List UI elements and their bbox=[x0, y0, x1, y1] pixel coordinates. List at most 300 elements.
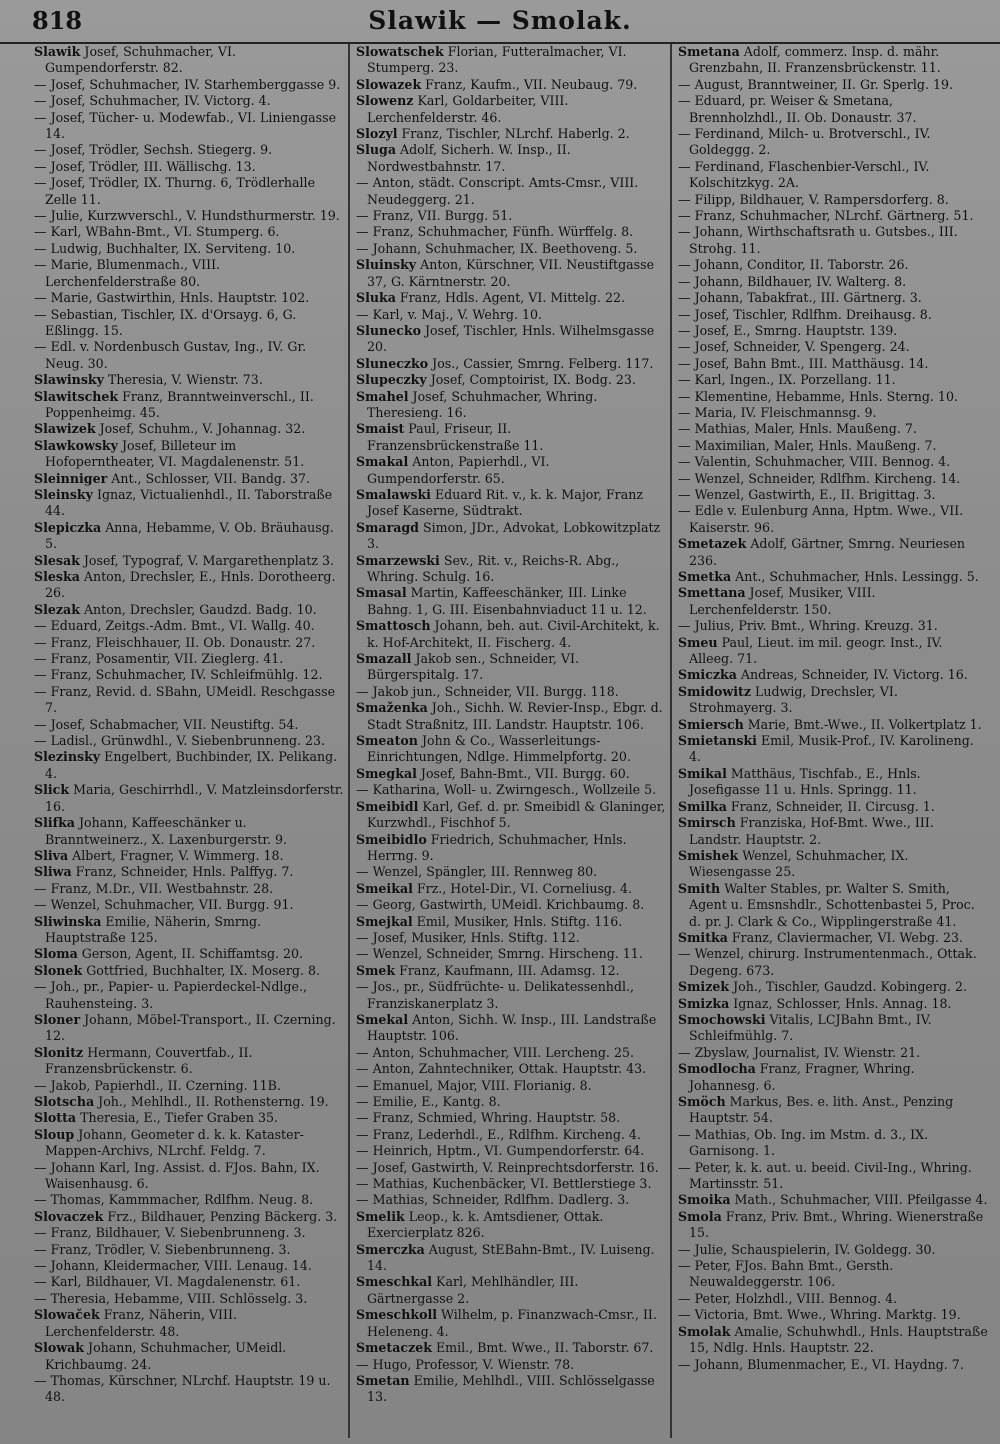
entry-details: Ignaz, Victualienhdl., II. Taborstraße 44. bbox=[45, 486, 333, 519]
directory-entry bbox=[34, 142, 344, 158]
entry-surname: Smitka bbox=[678, 929, 728, 945]
directory-entry bbox=[356, 77, 666, 93]
entry-surname: Slunecko bbox=[356, 322, 421, 338]
entry-details: Franz, Branntweinverschl., II. Poppenheimg. 45. bbox=[45, 388, 314, 420]
directory-entry bbox=[678, 1192, 988, 1208]
directory-entry bbox=[678, 1094, 988, 1127]
directory-entry bbox=[34, 569, 344, 602]
entry-surname: Slonitz bbox=[34, 1044, 84, 1060]
entry-details: Emil., Bmt. Wwe., II. Taborstr. 67. bbox=[431, 1340, 654, 1356]
directory-entry bbox=[678, 684, 988, 717]
entry-details: — Maria, IV. Fleischmannsg. 9. bbox=[678, 404, 877, 420]
entry-details: — Joh., pr., Papier- u. Papierdeckel-Ndlge., Rauhensteing. 3. bbox=[34, 979, 307, 1011]
directory-entry bbox=[678, 503, 988, 536]
entry-details: — Franz, M.Dr., VII. Westbahnstr. 28. bbox=[34, 880, 274, 896]
entry-details: — Josef, Trödler, III. Wällischg. 13. bbox=[34, 158, 256, 174]
entry-details: Josef, Comptoirist, IX. Bodg. 23. bbox=[426, 372, 636, 388]
directory-entry bbox=[678, 1258, 988, 1291]
entry-surname: Smerczka bbox=[356, 1241, 425, 1257]
entry-details: — Franz, Trödler, V. Siebenbrunneng. 3. bbox=[34, 1241, 291, 1257]
entry-details: — Josef, Schuhmacher, IV. Victorg. 4. bbox=[34, 93, 271, 109]
entry-details: Anton, Kürschner, VII. Neustiftgasse 37, G. Kärntnerstr. 20. bbox=[367, 257, 655, 289]
entry-surname: Slowaček bbox=[34, 1307, 100, 1323]
entry-details: — Eduard, Zeitgs.-Adm. Bmt., VI. Wallg. 40. bbox=[34, 618, 315, 634]
entry-details: Emilie, Mehlhdl., VIII. Schlösselgasse 13. bbox=[367, 1372, 655, 1405]
directory-entry bbox=[356, 585, 666, 618]
directory-entry bbox=[678, 290, 988, 306]
directory-entry bbox=[34, 421, 344, 437]
directory-entry bbox=[34, 1291, 344, 1307]
directory-entry bbox=[678, 1061, 988, 1094]
directory-entry bbox=[356, 881, 666, 897]
entry-surname: Smalawski bbox=[356, 486, 431, 502]
directory-entry bbox=[356, 323, 666, 356]
entry-details: Maria, Geschirrhdl., V. Matzleinsdorferstr. 16. bbox=[45, 782, 344, 814]
entry-surname: Sloner bbox=[34, 1011, 81, 1027]
directory-entry bbox=[356, 1078, 666, 1094]
entry-surname: Smetaczek bbox=[356, 1340, 432, 1356]
entry-details: — Julie, Schauspielerin, IV. Goldegg. 30. bbox=[678, 1241, 936, 1257]
directory-entry bbox=[34, 159, 344, 175]
directory-entry bbox=[356, 356, 666, 372]
entry-details: Josef, Tischler, Hnls. Wilhelmsgasse 20. bbox=[367, 322, 655, 355]
entry-surname: Sloup bbox=[34, 1126, 75, 1142]
entry-surname: Smetka bbox=[678, 569, 732, 584]
entry-details: — Marie, Blumenmach., VIII. Lerchenfelderstraße 80. bbox=[34, 257, 221, 289]
directory-entry bbox=[356, 1242, 666, 1275]
entry-details: — Franz, Fleischhauer, II. Ob. Donaustr. 27. bbox=[34, 634, 316, 650]
directory-entry bbox=[356, 1209, 666, 1242]
directory-entry bbox=[34, 1192, 344, 1208]
entry-details: — Wenzel, Spängler, III. Rennweg 80. bbox=[356, 864, 598, 880]
entry-details: Johann, Geometer d. k. k. Kataster-Mappen-Archivs, NLrchf. Feldg. 7. bbox=[45, 1126, 304, 1159]
directory-entry bbox=[356, 897, 666, 913]
entry-details: Anton, Papierhdl., VI. Gumpendorferstr. 65. bbox=[367, 454, 550, 486]
directory-entry bbox=[356, 1094, 666, 1110]
directory-entry bbox=[34, 864, 344, 880]
entry-surname: Smasal bbox=[356, 585, 407, 601]
entry-details: Hermann, Couvertfab., II. Franzensbrückenstr. 6. bbox=[45, 1044, 253, 1077]
directory-entry bbox=[356, 700, 666, 733]
entry-surname: Smiczka bbox=[678, 667, 737, 683]
entry-details: — Victoria, Bmt. Wwe., Whring. Marktg. 19. bbox=[678, 1307, 961, 1323]
directory-entry bbox=[678, 930, 988, 946]
entry-surname: Slowatschek bbox=[356, 44, 444, 59]
entry-details: — Anton, städt. Conscript. Amts-Cmsr., VIII. Neudeggerg. 21. bbox=[356, 175, 639, 207]
entry-details: — Wenzel, Schuhmacher, VII. Burgg. 91. bbox=[34, 897, 294, 913]
entry-surname: Slawinsky bbox=[34, 372, 104, 388]
entry-details: — Franz, Schuhmacher, IV. Schleifmühlg. 12. bbox=[34, 667, 323, 683]
entry-details: — Sebastian, Tischler, IX. d'Orsayg. 6, G. Eßlingg. 15. bbox=[34, 306, 297, 338]
directory-entry bbox=[34, 749, 344, 782]
directory-entry bbox=[678, 77, 988, 93]
entry-details: Josef, Schuhm., V. Johannag. 32. bbox=[95, 421, 306, 437]
entry-details: Johann, Kaffeeschänker u. Branntweinerz., X. Laxenburgerstr. 9. bbox=[45, 815, 287, 847]
directory-entry bbox=[678, 208, 988, 224]
entry-details: — Josef, Schneider, V. Spengerg. 24. bbox=[678, 339, 910, 355]
directory-entry bbox=[34, 733, 344, 749]
directory-entry bbox=[356, 864, 666, 880]
directory-entry bbox=[356, 1192, 666, 1208]
entry-details: — Johann, Blumenmacher, E., VI. Haydng. 7. bbox=[678, 1356, 964, 1372]
directory-entry bbox=[356, 553, 666, 586]
entry-details: — Johann, Kleidermacher, VIII. Lenaug. 14. bbox=[34, 1258, 312, 1274]
entry-surname: Slawkowsky bbox=[34, 437, 118, 453]
directory-entry bbox=[678, 339, 988, 355]
entry-details: Johann, beh. aut. Civil-Architekt, k. k. Hof-Architekt, II. Fischerg. 4. bbox=[367, 618, 660, 650]
directory-entry bbox=[678, 356, 988, 372]
entry-surname: Smola bbox=[678, 1208, 722, 1224]
directory-entry bbox=[678, 733, 988, 766]
directory-entry bbox=[34, 1127, 344, 1160]
directory-entry bbox=[678, 1160, 988, 1193]
entry-details: Gottfried, Buchhalter, IX. Moserg. 8. bbox=[82, 962, 320, 978]
directory-entry bbox=[34, 815, 344, 848]
directory-entry bbox=[356, 766, 666, 782]
directory-entry bbox=[678, 799, 988, 815]
entry-surname: Smeschkoll bbox=[356, 1307, 438, 1323]
directory-entry bbox=[356, 520, 666, 553]
entry-details: — Mathias, Ob. Ing. im Mstm. d. 3., IX. Garnisong. 1. bbox=[678, 1126, 929, 1159]
directory-entry bbox=[678, 126, 988, 159]
entry-surname: Slepiczka bbox=[34, 519, 102, 535]
directory-entry bbox=[678, 946, 988, 979]
directory-entry bbox=[34, 1012, 344, 1045]
entry-details: — Peter, Holzhdl., VIII. Bennog. 4. bbox=[678, 1290, 898, 1306]
directory-entry bbox=[356, 1274, 666, 1307]
entry-details: — Josef, Trödler, Sechsh. Stiegerg. 9. bbox=[34, 142, 273, 158]
entry-details: — Emanuel, Major, VIII. Florianig. 8. bbox=[356, 1077, 592, 1093]
entry-details: — Theresia, Hebamme, VIII. Schlösselg. 3. bbox=[34, 1290, 308, 1306]
entry-surname: Slupeczky bbox=[356, 372, 427, 388]
directory-entry bbox=[356, 257, 666, 290]
entry-details: Franz, Schneider, Hnls. Palffyg. 7. bbox=[71, 864, 294, 880]
directory-entry bbox=[678, 1127, 988, 1160]
entry-surname: Slawitschek bbox=[34, 388, 119, 404]
entry-details: — Anton, Zahntechniker, Ottak. Hauptstr. 43. bbox=[356, 1061, 647, 1077]
entry-details: — Franz, Posamentir, VII. Zieglerg. 41. bbox=[34, 651, 284, 667]
directory-entry bbox=[34, 224, 344, 240]
directory-entry bbox=[678, 766, 988, 799]
entry-details: Josef, Schuhmacher, Whring. Theresieng. 16. bbox=[367, 388, 598, 420]
directory-entry bbox=[356, 1012, 666, 1045]
entry-surname: Smaženka bbox=[356, 700, 428, 716]
entry-details: Joh., Mehlhdl., II. Rothensterng. 19. bbox=[94, 1094, 329, 1109]
entry-details: — Johann, Wirthschaftsrath u. Gutsbes., III. Strohg. 11. bbox=[678, 224, 958, 256]
column-1 bbox=[28, 44, 348, 1438]
directory-entry bbox=[678, 815, 988, 848]
directory-entry bbox=[34, 241, 344, 257]
entry-details: — Maximilian, Maler, Hnls. Maußeng. 7. bbox=[678, 437, 937, 453]
entry-details: — Filipp, Bildhauer, V. Rampersdorferg. 8. bbox=[678, 191, 949, 207]
entry-surname: Smöch bbox=[678, 1094, 726, 1109]
directory-entry bbox=[678, 1307, 988, 1323]
entry-surname: Smeibidl bbox=[356, 798, 419, 814]
entry-details: — Mathias, Schneider, Rdlfhm. Dadlerg. 3. bbox=[356, 1192, 630, 1208]
entry-details: — Ferdinand, Flaschenbier-Verschl., IV. Kolschitzkyg. 2A. bbox=[678, 158, 930, 191]
directory-entry bbox=[678, 569, 988, 585]
entry-details: Franz, Fragner, Whring. Johannesg. 6. bbox=[689, 1061, 915, 1093]
directory-entry bbox=[356, 487, 666, 520]
directory-entry bbox=[678, 996, 988, 1012]
directory-entry bbox=[678, 438, 988, 454]
directory-entry bbox=[34, 1274, 344, 1290]
directory-entry bbox=[34, 602, 344, 618]
entry-details: — Franz, Bildhauer, V. Siebenbrunneng. 3. bbox=[34, 1225, 306, 1241]
entry-details: Franziska, Hof-Bmt. Wwe., III. Landstr. Hauptstr. 2. bbox=[689, 815, 934, 847]
directory-entry bbox=[34, 897, 344, 913]
entry-surname: Smetazek bbox=[678, 536, 747, 552]
entry-surname: Slezinsky bbox=[34, 749, 101, 765]
entry-surname: Smaist bbox=[356, 421, 405, 437]
entry-details: Frz., Hotel-Dir., VI. Corneliusg. 4. bbox=[412, 880, 633, 896]
entry-details: — Peter, k. k. aut. u. beeid. Civil-Ing., Whring. Martinsstr. 51. bbox=[678, 1159, 972, 1192]
entry-details: Karl, Goldarbeiter, VIII. Lerchenfelderstr. 46. bbox=[367, 93, 569, 125]
entry-details: — Peter, FJos. Bahn Bmt., Gersth. Neuwaldeggerstr. 106. bbox=[678, 1258, 894, 1290]
directory-entry bbox=[356, 832, 666, 865]
directory-entry bbox=[678, 307, 988, 323]
directory-entry bbox=[356, 290, 666, 306]
directory-entry bbox=[356, 208, 666, 224]
entry-details: — Franz, Schuhmacher, Fünfh. Würffelg. 8. bbox=[356, 224, 634, 240]
entry-details: Walter Stables, pr. Walter S. Smith, Agent u. Emsnshdlr., Schottenbastei 5, Proc. d. pr. J. Clark & Co., Wipplingerstraße 41. bbox=[689, 880, 975, 929]
entry-details: Paul, Lieut. im mil. geogr. Inst., IV. Alleeg. 71. bbox=[689, 634, 943, 667]
entry-details: — Ladisl., Grünwdhl., V. Siebenbrunneng. 23. bbox=[34, 733, 326, 749]
directory-entry bbox=[678, 372, 988, 388]
directory-columns bbox=[28, 44, 992, 1438]
entry-details: Jakob sen., Schneider, VI. Bürgerspitalg. 17. bbox=[367, 651, 579, 683]
entry-details: — Julie, Kurzwverschl., V. Hundsthurmerstr. 19. bbox=[34, 208, 340, 224]
entry-surname: Smahel bbox=[356, 388, 409, 404]
page-number: 818 bbox=[32, 6, 83, 35]
directory-entry bbox=[678, 1242, 988, 1258]
entry-details: — Josef, Musiker, Hnls. Stiftg. 112. bbox=[356, 929, 580, 945]
entry-details: Eduard Rit. v., k. k. Major, Franz Josef Kaserne, Südtrakt. bbox=[367, 486, 643, 519]
directory-entry bbox=[34, 914, 344, 947]
entry-surname: Smegkal bbox=[356, 765, 417, 781]
directory-entry bbox=[678, 389, 988, 405]
entry-surname: Smoika bbox=[678, 1192, 731, 1208]
entry-details: Adolf, commerz. Insp. d. mähr. Grenzbahn, II. Franzensbrückenstr. 11. bbox=[689, 44, 941, 76]
directory-entry bbox=[356, 224, 666, 240]
entry-details: Franz, Hdls. Agent, VI. Mittelg. 22. bbox=[395, 290, 625, 306]
entry-details: — Thomas, Kürschner, NLrchf. Hauptstr. 19 u. 48. bbox=[34, 1372, 331, 1405]
directory-entry bbox=[356, 782, 666, 798]
directory-entry bbox=[678, 257, 988, 273]
entry-details: Ant., Schuhmacher, Hnls. Lessingg. 5. bbox=[731, 569, 979, 584]
directory-entry bbox=[34, 372, 344, 388]
entry-details: Ludwig, Drechsler, VI. Strohmayerg. 3. bbox=[689, 683, 898, 716]
entry-surname: Smek bbox=[356, 962, 396, 978]
entry-surname: Smetan bbox=[356, 1372, 410, 1388]
directory-entry bbox=[34, 175, 344, 208]
entry-details: — Anton, Schuhmacher, VIII. Lercheng. 25. bbox=[356, 1044, 634, 1060]
entry-details: Josef, Typograf, V. Margarethenplatz 3. bbox=[79, 552, 335, 568]
directory-entry bbox=[34, 684, 344, 717]
entry-surname: Smelik bbox=[356, 1208, 405, 1224]
directory-entry bbox=[678, 1012, 988, 1045]
directory-entry bbox=[34, 487, 344, 520]
directory-entry bbox=[356, 372, 666, 388]
directory-entry bbox=[34, 635, 344, 651]
entry-surname: Smattosch bbox=[356, 618, 431, 634]
entry-surname: Slezak bbox=[34, 601, 80, 617]
directory-entry bbox=[356, 1061, 666, 1077]
directory-entry bbox=[356, 421, 666, 454]
entry-surname: Smishek bbox=[678, 847, 739, 863]
entry-surname: Smeu bbox=[678, 634, 718, 650]
entry-details: Ignaz, Schlosser, Hnls. Annag. 18. bbox=[729, 995, 952, 1011]
entry-details: Florian, Futteralmacher, VI. Stumperg. 23. bbox=[367, 44, 627, 76]
directory-entry bbox=[34, 1045, 344, 1078]
column-3 bbox=[670, 44, 992, 1438]
entry-surname: Slonek bbox=[34, 962, 83, 978]
entry-details: — Wenzel, Schneider, Rdlfhm. Kircheng. 14. bbox=[678, 470, 961, 486]
directory-entry bbox=[678, 717, 988, 733]
entry-details: Franz, Kaufmann, III. Adamsg. 12. bbox=[395, 962, 620, 978]
directory-entry bbox=[34, 717, 344, 733]
directory-entry bbox=[356, 1160, 666, 1176]
directory-entry bbox=[356, 930, 666, 946]
entry-details: — Heinrich, Hptm., VI. Gumpendorferstr. 64. bbox=[356, 1143, 645, 1159]
directory-entry bbox=[34, 110, 344, 143]
directory-entry bbox=[678, 93, 988, 126]
directory-entry bbox=[34, 1242, 344, 1258]
entry-details: Josef, Bahn-Bmt., VII. Burgg. 60. bbox=[416, 765, 630, 781]
directory-entry bbox=[678, 1324, 988, 1357]
entry-surname: Slowak bbox=[34, 1340, 85, 1356]
entry-details: — Jakob jun., Schneider, VII. Burgg. 118. bbox=[356, 683, 619, 699]
entry-details: Karl, Gef. d. pr. Smeibidl & Glaninger, Kurzwhdl., Fischhof 5. bbox=[367, 798, 666, 831]
directory-entry bbox=[356, 979, 666, 1012]
entry-details: — Mathias, Maler, Hnls. Maußeng. 7. bbox=[678, 421, 917, 437]
entry-details: Josef, Schuhmacher, VI. Gumpendorferstr. 82. bbox=[45, 44, 236, 76]
entry-details: — Josef, Schuhmacher, IV. Starhemberggasse 9. bbox=[34, 76, 341, 92]
directory-entry bbox=[34, 389, 344, 422]
entry-details: Franz, Tischler, NLrchf. Haberlg. 2. bbox=[397, 126, 630, 142]
directory-entry bbox=[356, 733, 666, 766]
entry-details: — Franz, Schuhmacher, NLrchf. Gärtnerg. 51. bbox=[678, 208, 974, 224]
entry-surname: Sliwinska bbox=[34, 913, 102, 929]
entry-details: Matthäus, Tischfab., E., Hnls. Josefigasse 11 u. Hnls. Springg. 11. bbox=[689, 765, 921, 798]
entry-details: — Franz, Lederhdl., E., Rdlfhm. Kircheng. 4. bbox=[356, 1126, 641, 1142]
entry-details: — Johann, Tabakfrat., III. Gärtnerg. 3. bbox=[678, 290, 922, 306]
directory-entry bbox=[356, 1373, 666, 1406]
directory-entry bbox=[356, 126, 666, 142]
directory-entry bbox=[356, 307, 666, 323]
entry-details: Anton, Drechsler, Gaudzd. Badg. 10. bbox=[79, 601, 317, 617]
entry-details: — Karl, Ingen., IX. Porzellang. 11. bbox=[678, 372, 896, 388]
entry-details: — Karl, v. Maj., V. Wehrg. 10. bbox=[356, 306, 543, 322]
directory-entry bbox=[678, 1357, 988, 1373]
directory-entry bbox=[34, 93, 344, 109]
directory-entry bbox=[356, 1127, 666, 1143]
entry-details: — Karl, Bildhauer, VI. Magdalenenstr. 61. bbox=[34, 1274, 301, 1290]
directory-entry bbox=[34, 881, 344, 897]
entry-details: Markus, Bes. e. lith. Anst., Penzing Hauptstr. 54. bbox=[689, 1094, 954, 1126]
entry-details: — Ludwig, Buchhalter, IX. Serviteng. 10. bbox=[34, 240, 296, 256]
directory-entry bbox=[678, 471, 988, 487]
directory-entry bbox=[678, 848, 988, 881]
entry-surname: Smekal bbox=[356, 1011, 409, 1027]
entry-surname: Smeaton bbox=[356, 733, 418, 749]
directory-entry bbox=[34, 1160, 344, 1193]
entry-details: Adolf, Sicherh. W. Insp., II. Nordwestbahnstr. 17. bbox=[367, 142, 571, 174]
entry-details: August, StEBahn-Bmt., IV. Luiseng. 14. bbox=[367, 1241, 655, 1274]
entry-details: — Josef, Tischler, Rdlfhm. Dreihausg. 8. bbox=[678, 306, 932, 322]
entry-details: — Josef, Schabmacher, VII. Neustiftg. 54. bbox=[34, 716, 299, 732]
running-head: Slawik — Smolak. bbox=[368, 6, 632, 35]
directory-entry bbox=[34, 1258, 344, 1274]
directory-entry bbox=[34, 1340, 344, 1373]
entry-surname: Smith bbox=[678, 880, 721, 896]
directory-entry bbox=[34, 1209, 344, 1225]
entry-details: — Franz, VII. Burgg. 51. bbox=[356, 208, 513, 224]
entry-surname: Smakal bbox=[356, 454, 409, 470]
directory-entry bbox=[356, 1110, 666, 1126]
entry-surname: Sleska bbox=[34, 569, 80, 584]
entry-surname: Smeschkal bbox=[356, 1274, 433, 1290]
entry-surname: Sliwa bbox=[34, 864, 72, 880]
entry-surname: Smiersch bbox=[678, 716, 744, 732]
entry-details: — Josef, Gastwirth, V. Reinprechtsdorferstr. 16. bbox=[356, 1159, 659, 1175]
directory-entry bbox=[356, 1176, 666, 1192]
entry-details: — Josef, Tücher- u. Modewfab., VI. Liniengasse 14. bbox=[34, 109, 337, 142]
entry-details: Albert, Fragner, V. Wimmerg. 18. bbox=[68, 847, 284, 863]
entry-details: — Josef, E., Smrng. Hauptstr. 139. bbox=[678, 322, 898, 338]
directory-entry bbox=[34, 848, 344, 864]
directory-entry bbox=[678, 274, 988, 290]
entry-details: Emil, Musik-Prof., IV. Karolineng. 4. bbox=[689, 733, 974, 765]
entry-details: — Wenzel, Schneider, Smrng. Hirscheng. 11. bbox=[356, 946, 643, 962]
entry-details: Johann, Schuhmacher, UMeidl. Krichbaumg. 24. bbox=[45, 1340, 287, 1372]
directory-entry bbox=[34, 618, 344, 634]
entry-details: — Klementine, Hebamme, Hnls. Sterng. 10. bbox=[678, 388, 958, 404]
directory-entry bbox=[678, 454, 988, 470]
entry-details: — Edl. v. Nordenbusch Gustav, Ing., IV. Gr. Neug. 30. bbox=[34, 339, 307, 371]
entry-details: — Franz, Revid. d. SBahn, UMeidl. Reschgasse 7. bbox=[34, 683, 336, 716]
entry-details: — Jos., pr., Südfrüchte- u. Delikatessenhdl., Franziskanerplatz 3. bbox=[356, 979, 635, 1011]
entry-surname: Sluneczko bbox=[356, 355, 429, 371]
entry-surname: Smodlocha bbox=[678, 1061, 756, 1077]
entry-surname: Slawizek bbox=[34, 421, 96, 437]
directory-entry bbox=[678, 405, 988, 421]
entry-details: Anna, Hebamme, V. Ob. Bräuhausg. 5. bbox=[45, 519, 334, 552]
entry-details: — Mathias, Kuchenbäcker, VI. Bettlerstiege 3. bbox=[356, 1176, 652, 1192]
entry-surname: Smirsch bbox=[678, 815, 736, 831]
entry-surname: Smidowitz bbox=[678, 683, 752, 699]
directory-entry bbox=[34, 782, 344, 815]
entry-surname: Smilka bbox=[678, 798, 727, 814]
directory-entry bbox=[34, 1373, 344, 1406]
entry-details: Anton, Drechsler, E., Hnls. Dorotheerg. 26. bbox=[45, 569, 336, 601]
entry-details: Franz, Kaufm., VII. Neubaug. 79. bbox=[421, 76, 638, 92]
entry-details: Amalie, Schuhwhdl., Hnls. Hauptstraße 15, Ndlg. Hnls. Hauptstr. 22. bbox=[689, 1323, 988, 1356]
entry-surname: Smizek bbox=[678, 979, 730, 995]
entry-surname: Sluka bbox=[356, 290, 396, 306]
entry-details: Wilhelm, p. Finanzwach-Cmsr., II. Heleneng. 4. bbox=[367, 1307, 657, 1339]
directory-entry bbox=[356, 651, 666, 684]
entry-details: Marie, Bmt.-Wwe., II. Volkertplatz 1. bbox=[743, 716, 982, 732]
entry-surname: Sluga bbox=[356, 142, 397, 158]
entry-details: Engelbert, Buchbinder, IX. Pelikang. 4. bbox=[45, 749, 338, 781]
directory-entry bbox=[34, 1078, 344, 1094]
entry-surname: Smochowski bbox=[678, 1011, 766, 1027]
directory-entry bbox=[356, 1357, 666, 1373]
directory-entry bbox=[34, 1307, 344, 1340]
entry-surname: Smolak bbox=[678, 1323, 731, 1339]
directory-entry bbox=[34, 44, 344, 77]
